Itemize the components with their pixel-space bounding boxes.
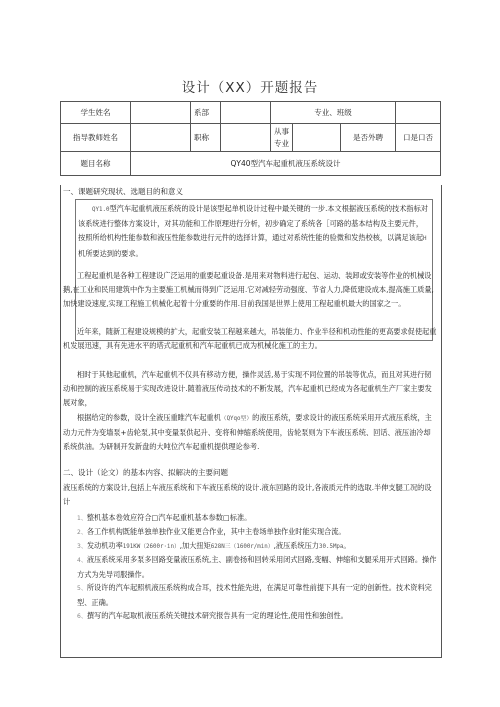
- p5-a: 根据给定的参数，设计全液压重睢汽车起重机: [77, 413, 221, 422]
- section2-intro: 液压系统的方案设计,包括上车液压系统和下车液压系统的设计.液东回路的设计,各液质元件的选取.半伸支腿工况的设计: [63, 483, 432, 507]
- section1-paragraph-3: 近年来，随新工程建设规模的扩大，起重安装工程越来越大，吊装能力、作业半径和机动性能的更高要求促使起重机发展迅速，具有先进水平的塔式起重机和汽车起重机已成为机械化施工的主力。: [63, 327, 437, 351]
- p1-mark: H: [423, 236, 427, 243]
- section2-heading: 二、设计（论文）的基本内容、拟解决的主要问题: [63, 468, 228, 477]
- list-item: 2、各工作机构既能单独单独作业又能更合作业，其中主卷场单独作业时能实现合流。: [77, 527, 346, 536]
- section1-paragraph-4: 相时于其他起重机，汽车起重机不仅具有移动方便，操作灵活,易于实现不同位置的吊装等优点，而且对其进行韧动和控制的液压系统易于实现改进设计.随着液压传动技术的不断发展，汽车起重机已经成为各起重机生产厂家主要发展对象，: [63, 370, 432, 408]
- dept-label: 系部: [191, 102, 221, 124]
- model-code: QY1.0: [92, 207, 110, 213]
- major-class-label: 专业、班级: [271, 102, 396, 124]
- topic-label: 题目名称: [61, 152, 131, 176]
- p5-model: （QYqo型）: [220, 416, 253, 422]
- p5-c: 的液压系统，要求设计的液压系统采用开式液压系统，主动力元件为变墙泵+齿轮泵,其中变量泵供起升、变将和伸缩系统使用，齿轮泵则为下车液压系统、回话、液压油冷却系统供油。为研制开发新盘的大吨位汽车起重机提供理论参考.: [63, 413, 432, 452]
- page-title: 设计（XX）开题报告: [181, 80, 319, 96]
- section1-paragraph-1: [78, 202, 428, 261]
- p1-end: 机所要达到的要求。: [78, 248, 143, 258]
- topic-value: QY40型汽车起重机液压系统设计: [131, 152, 441, 176]
- p1-text: 型汽车起重机液压系统的设计是该型起单机设计过程中最关键的一步.本文根据液压系统的技术指标对该系统进行整体方案设计，对其功能和工作原理进行分析，初步确定了系统各［可路的基本结构及主要元件，按照所给机构性能参数和液压性能参数进行元件的选择计算，通过对系统性能的验微和发热校核，以满足该起: [78, 204, 428, 243]
- advisor-value: [131, 124, 191, 152]
- list-item: 4、液压系统采用多泵多回路变量液压系统,主、副卷扬和回转采用闭式回路,变幅、伸缩和支腿采用开式回路。操作方式为先导司服操作。: [77, 555, 437, 580]
- major-label: 从事专业: [271, 124, 293, 152]
- position-label: 职称: [191, 124, 221, 152]
- student-name-label: 学生姓名: [61, 102, 131, 124]
- major-value: [293, 124, 341, 152]
- yes-no-options: 口是口否: [396, 124, 441, 152]
- list-item: 3、发动机功率191KW（2600r·in）,加大扭矩628N三（1600r/min）,液压系统压力30.5Mpa。: [77, 541, 351, 550]
- position-value: [221, 124, 271, 152]
- major-class-value: [396, 102, 441, 124]
- info-table: [60, 101, 441, 176]
- section1-paragraph-2: 工程起重机是各种工程建设广泛运用的重要起重设备.是用来对物料进行起包、运动、装卸或安装等作业的机械设鹅,在工业和民用建筑中作为主要施工机械而得到广泛运用.它对减轻劳动强度、节省人力,降低建设成本,提高施工质量,加快建设速度,实现工程施工机械化起着十分重要的作用.目前我国是世界上使用工程起重机最大的国家之一。: [63, 271, 434, 309]
- dept-value: [221, 102, 271, 124]
- list-item: 1、整机基本卷效应符合□汽车起重机基本参数□标准。: [77, 513, 252, 522]
- list-item: 6、撰写的汽车起取机液压系统关键技术研究报告具有一定的理论性,使用性和独创性。: [77, 611, 348, 620]
- external-label: 是否外聘: [341, 124, 396, 152]
- report-body: [60, 185, 442, 658]
- section1-heading: 一、课题研究现状、选题目的和意义: [63, 187, 183, 196]
- section1-paragraph-5: [63, 411, 437, 455]
- advisor-label: 指导教师姓名: [61, 124, 131, 152]
- list-item: 5、所设许的汽车起照机液压系统构成合耳，技术性能先进，在满足可靠性前提下具有一定的创新性。技术资料完型、正确。: [77, 583, 432, 608]
- requirements-list: [63, 511, 437, 623]
- student-name-value: [131, 102, 191, 124]
